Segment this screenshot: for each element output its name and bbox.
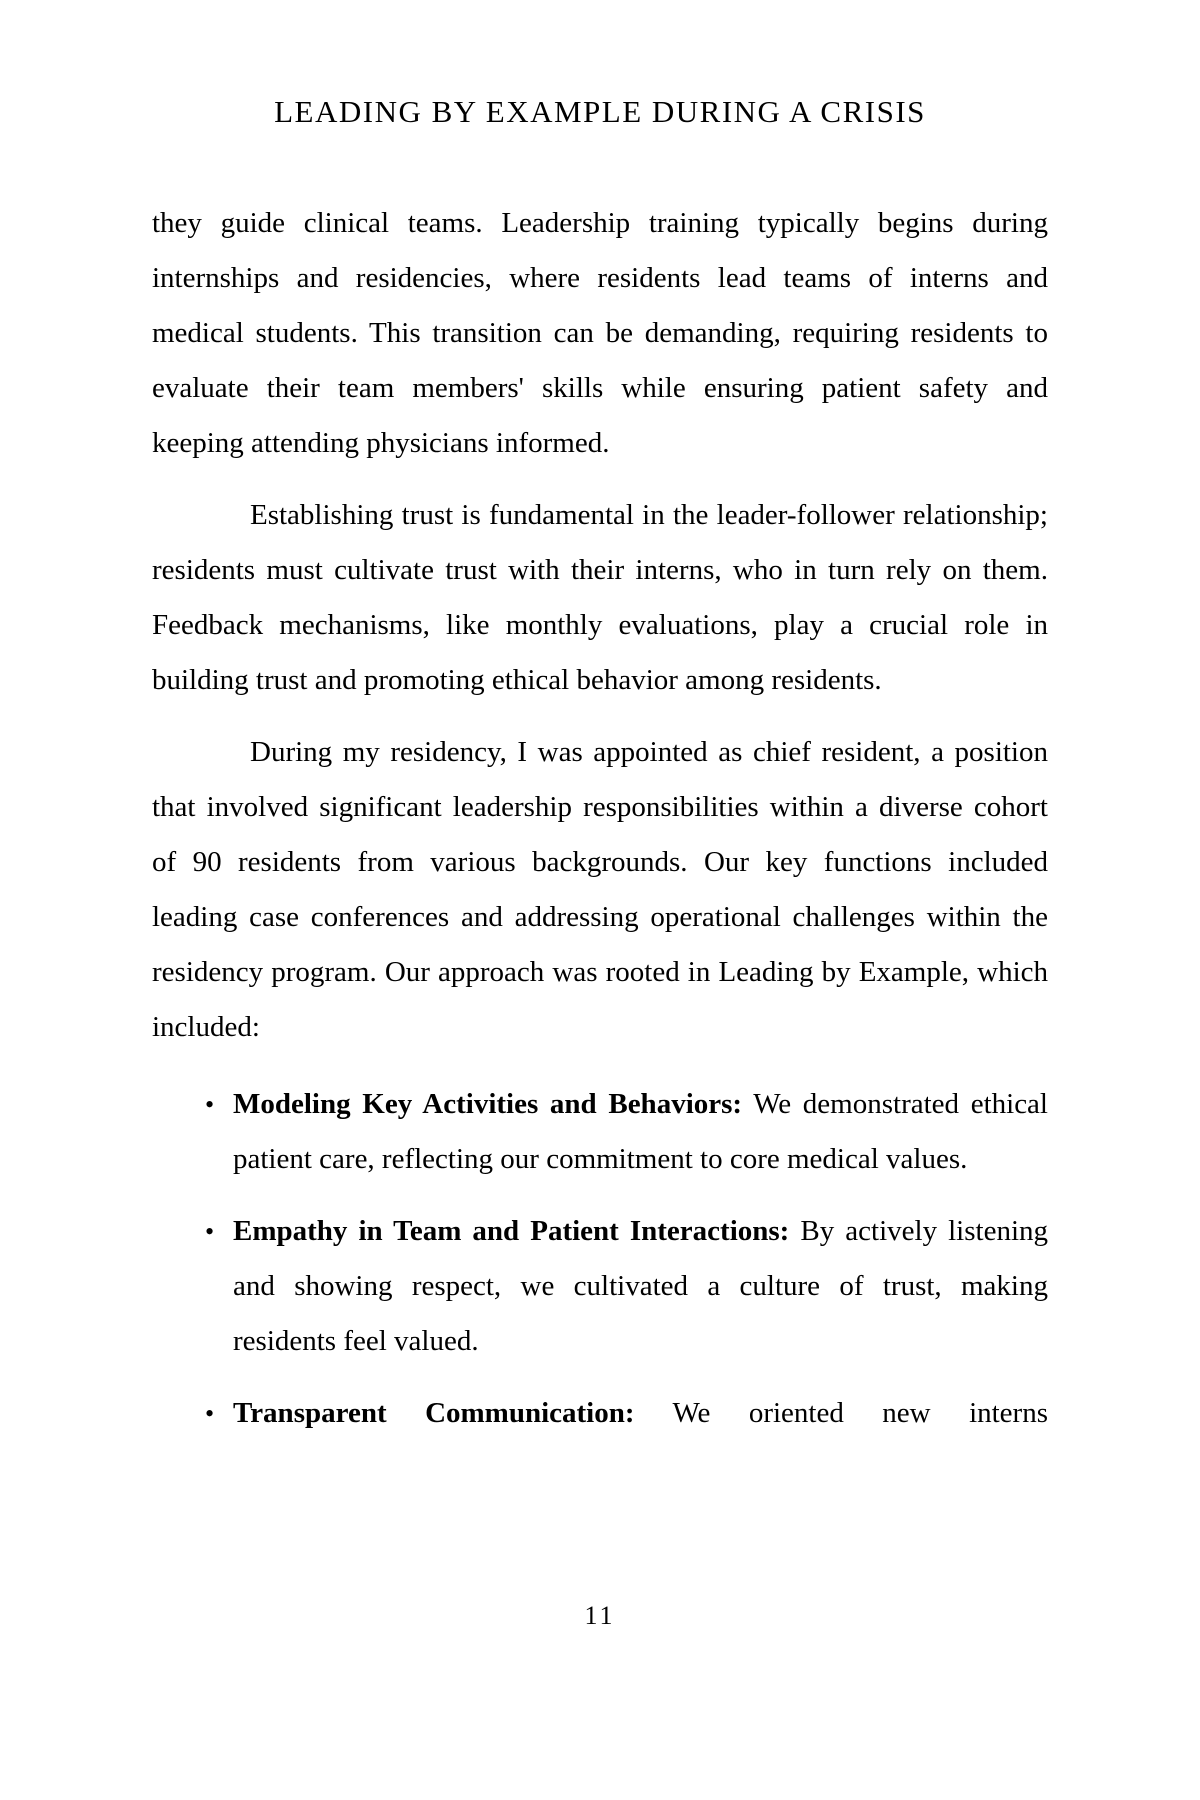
list-item-heading: Transparent Communication: xyxy=(233,1397,635,1429)
bullet-icon: • xyxy=(205,1090,215,1119)
paragraph: Establishing trust is fundamental in the leader-follower relationship; residents must cultivate trust with their interns, who in turn rely on them. Feedback mechanisms, like monthly evaluations, play a crucial role in building trust and promoting ethical behavior among residents. xyxy=(152,499,1048,696)
page-title: LEADING BY EXAMPLE DURING A CRISIS xyxy=(274,94,926,129)
list-item-text: By actively listening and showing respect, we cultivated a culture of trust, making residents feel valued. xyxy=(233,1215,1048,1357)
list-item-heading: Modeling Key Activities and Behaviors: xyxy=(233,1088,743,1120)
page-number: 11 xyxy=(584,1601,616,1630)
bullet-icon: • xyxy=(205,1399,215,1428)
list-item xyxy=(152,1386,1048,1441)
list-item xyxy=(152,1077,1048,1187)
paragraph: During my residency, I was appointed as chief resident, a position that involved significant leadership responsibilities within a diverse cohort of 90 residents from various backgrounds. Our key functions included leading case conferences and addressing operational challenges within the residency program. Our approach was rooted in Leading by Example, which included: xyxy=(152,736,1048,1043)
paragraph: they guide clinical teams. Leadership training typically begins during internships and residencies, where residents lead teams of interns and medical students. This transition can be demanding, requiring residents to evaluate their team members' skills while ensuring patient safety and keeping attending physicians informed. xyxy=(152,207,1048,459)
bullet-list xyxy=(152,1077,1048,1441)
list-item xyxy=(152,1204,1048,1369)
list-item-heading: Empathy in Team and Patient Interactions: xyxy=(233,1215,790,1247)
list-item-text: We demonstrated ethical patient care, reflecting our commitment to core medical values. xyxy=(233,1088,1048,1175)
list-item-text: We oriented new interns xyxy=(634,1397,1048,1429)
bullet-icon: • xyxy=(205,1217,215,1246)
